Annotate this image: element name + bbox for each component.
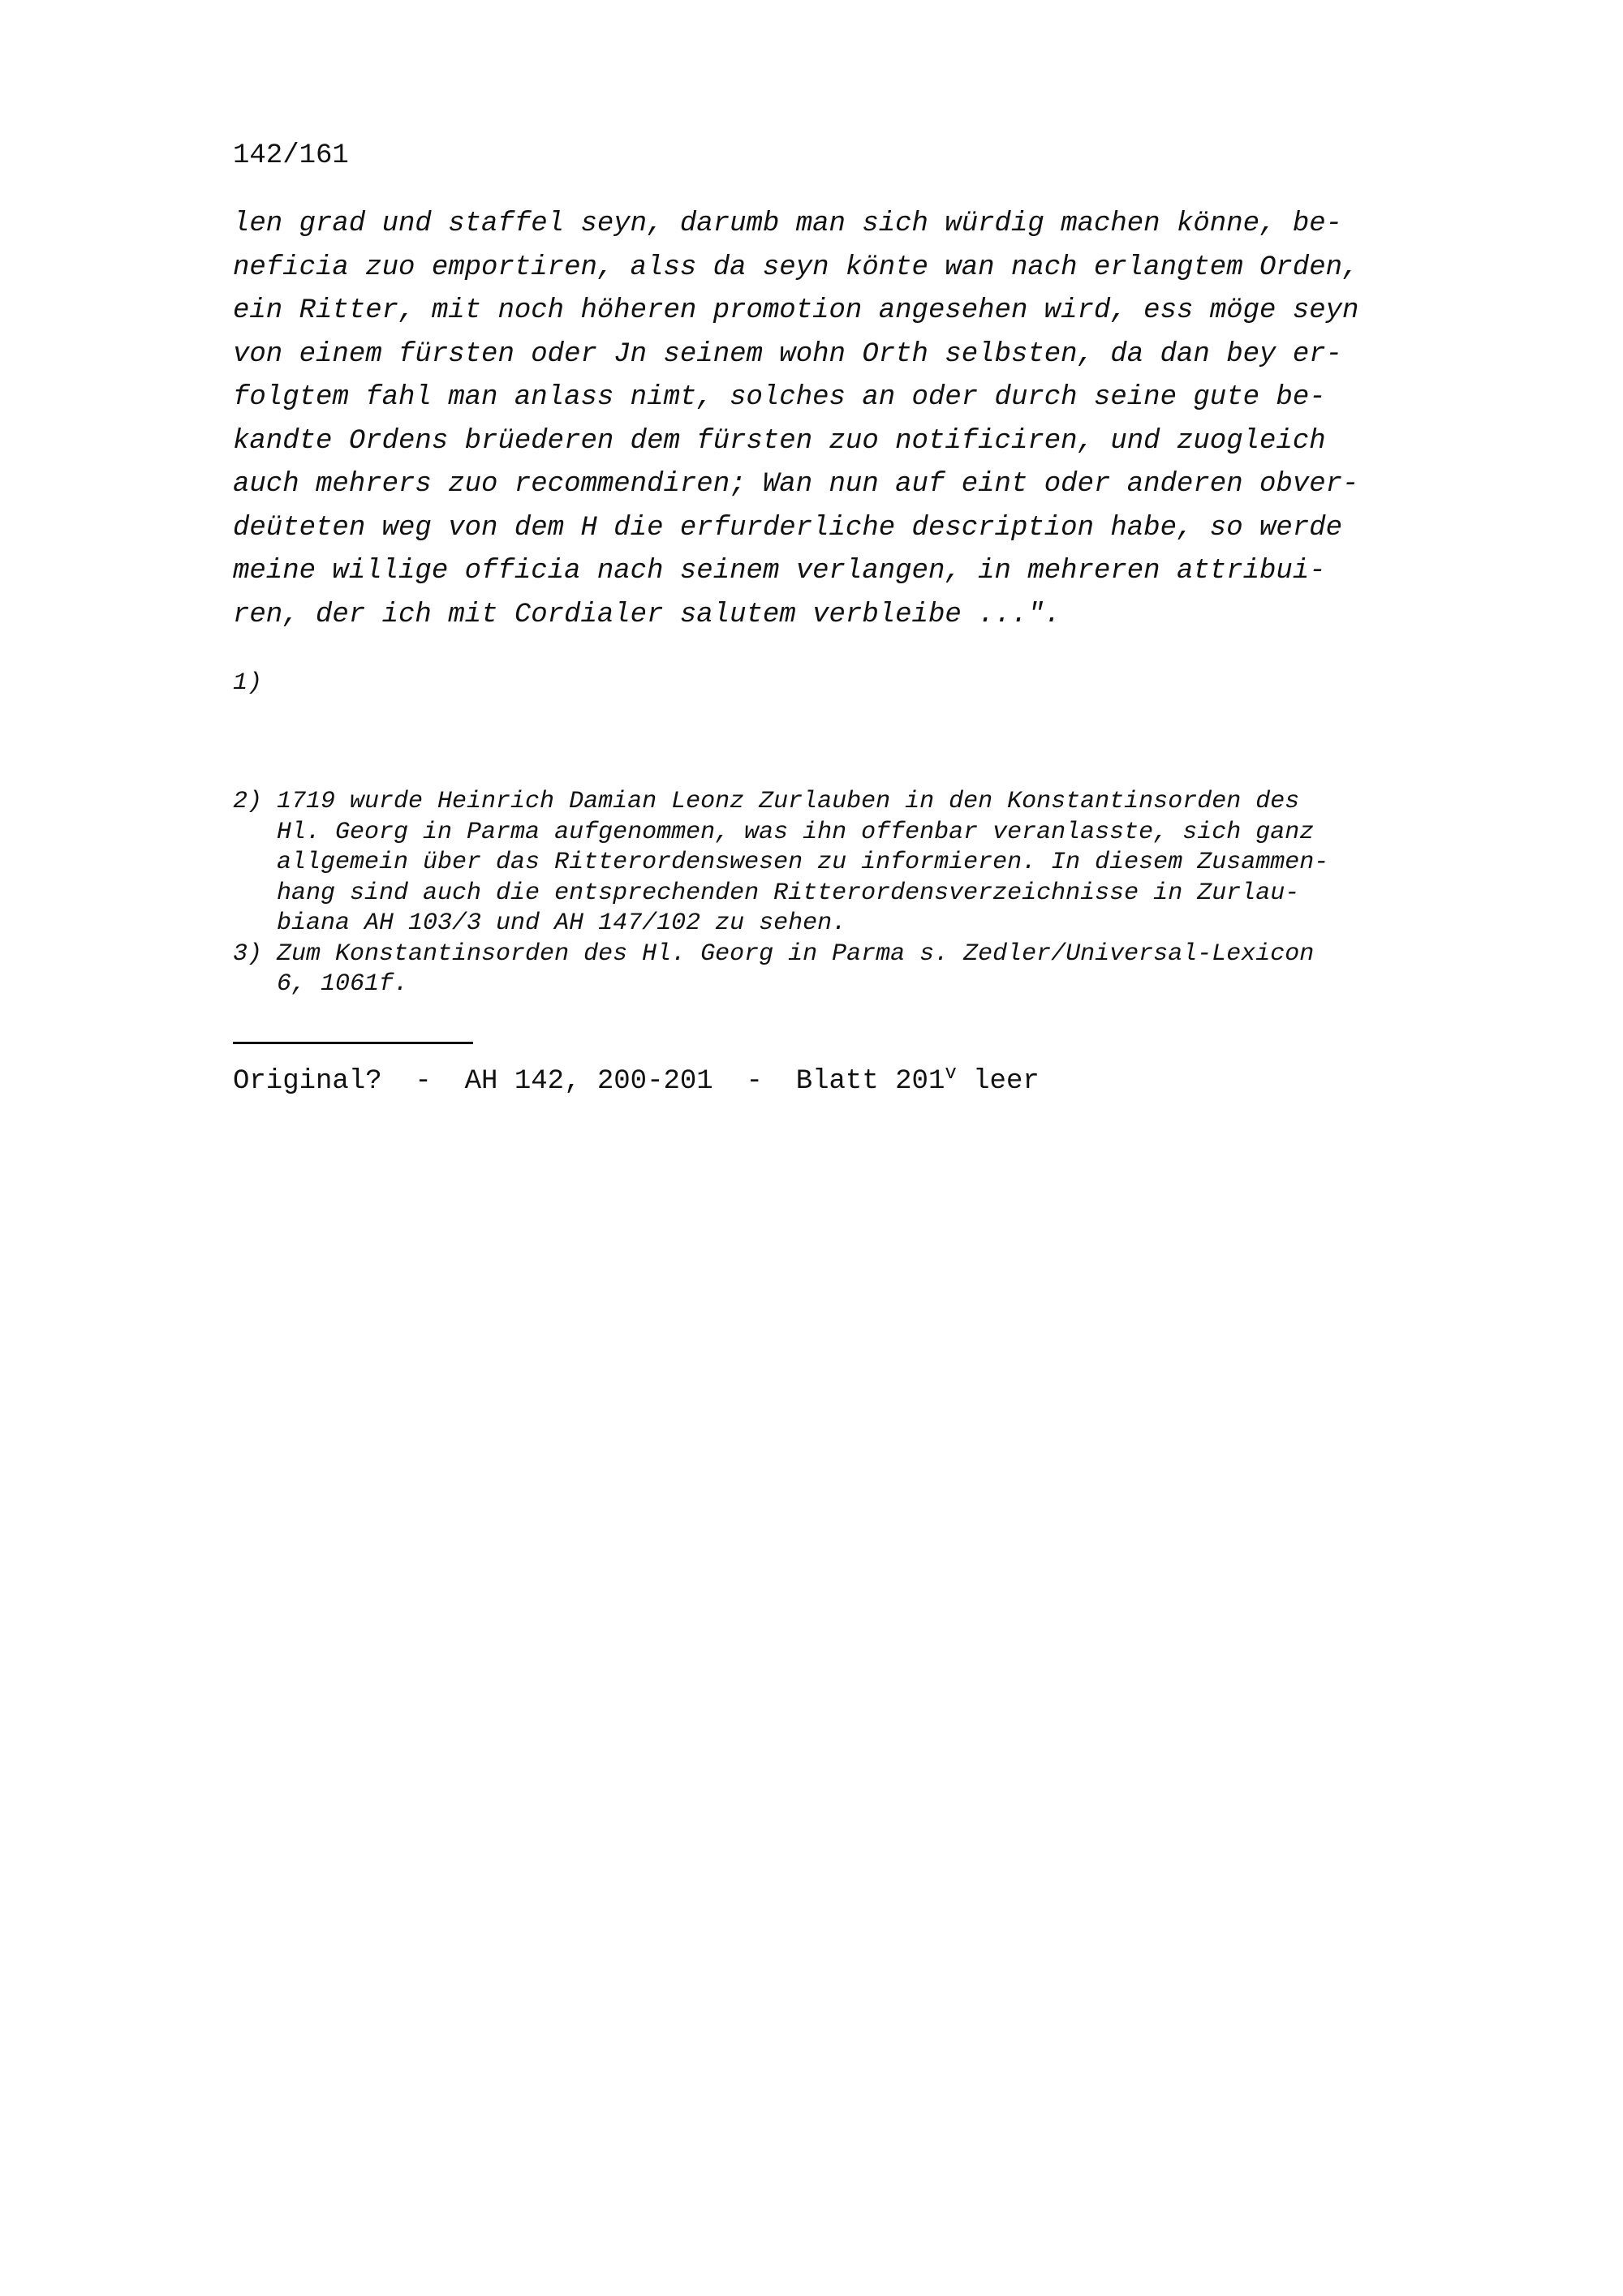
source-suffix: leer <box>956 1066 1040 1097</box>
source-prefix: Original? - AH 142, 200-201 - Blatt 201 <box>233 1066 945 1097</box>
body-line: neficia zuo emportiren, alss da seyn könte wan nach erlangtem Orden, <box>233 252 1359 283</box>
body-text <box>233 203 1499 637</box>
footnote-line: Hl. Georg in Parma aufgenommen, was ihn offenbar veranlasste, sich ganz <box>233 818 1315 846</box>
footnote-line: hang sind auch die entsprechenden Ritterordensverzeichnisse in Zurlau- <box>233 879 1300 907</box>
footnotes <box>233 787 1499 1000</box>
page-number: 142/161 <box>233 140 349 171</box>
body-line: von einem fürsten oder Jn seinem wohn Orth selbsten, da dan bey er- <box>233 338 1343 370</box>
footnote-line: biana AH 103/3 und AH 147/102 zu sehen. <box>233 909 847 937</box>
body-line: kandte Ordens brüederen dem fürsten zuo notificiren, und zuogleich <box>233 425 1326 457</box>
footnote-line: 6, 1061f. <box>233 970 409 998</box>
body-line: ein Ritter, mit noch höheren promotion angesehen wird, ess möge seyn <box>233 295 1359 326</box>
body-line: folgtem fahl man anlass nimt, solches an oder durch seine gute be- <box>233 382 1326 413</box>
body-line: ren, der ich mit Cordialer salutem verbleibe ...". <box>233 599 1061 630</box>
separator-rule <box>233 1042 473 1044</box>
footnote-line: 3) Zum Konstantinsorden des Hl. Georg in Parma s. Zedler/Universal-Lexicon <box>233 939 1315 968</box>
body-line: len grad und staffel seyn, darumb man sich würdig machen könne, be- <box>233 209 1343 239</box>
footnote-line: 2) 1719 wurde Heinrich Damian Leonz Zurlauben in den Konstantinsorden des <box>233 788 1300 815</box>
source-superscript: v <box>945 1063 957 1085</box>
footnote-line: allgemein über das Ritterordenswesen zu informieren. In diesem Zusammen- <box>233 849 1329 876</box>
body-line: auch mehrers zuo recommendiren; Wan nun auf eint oder anderen obver- <box>233 469 1359 500</box>
footnote-1-marker: 1) <box>233 669 263 697</box>
source-reference <box>233 1065 1040 1098</box>
body-line: deüteten weg von dem H die erfurderliche description habe, so werde <box>233 512 1343 544</box>
body-line: meine willige officia nach seinem verlangen, in mehreren attribui- <box>233 556 1326 587</box>
